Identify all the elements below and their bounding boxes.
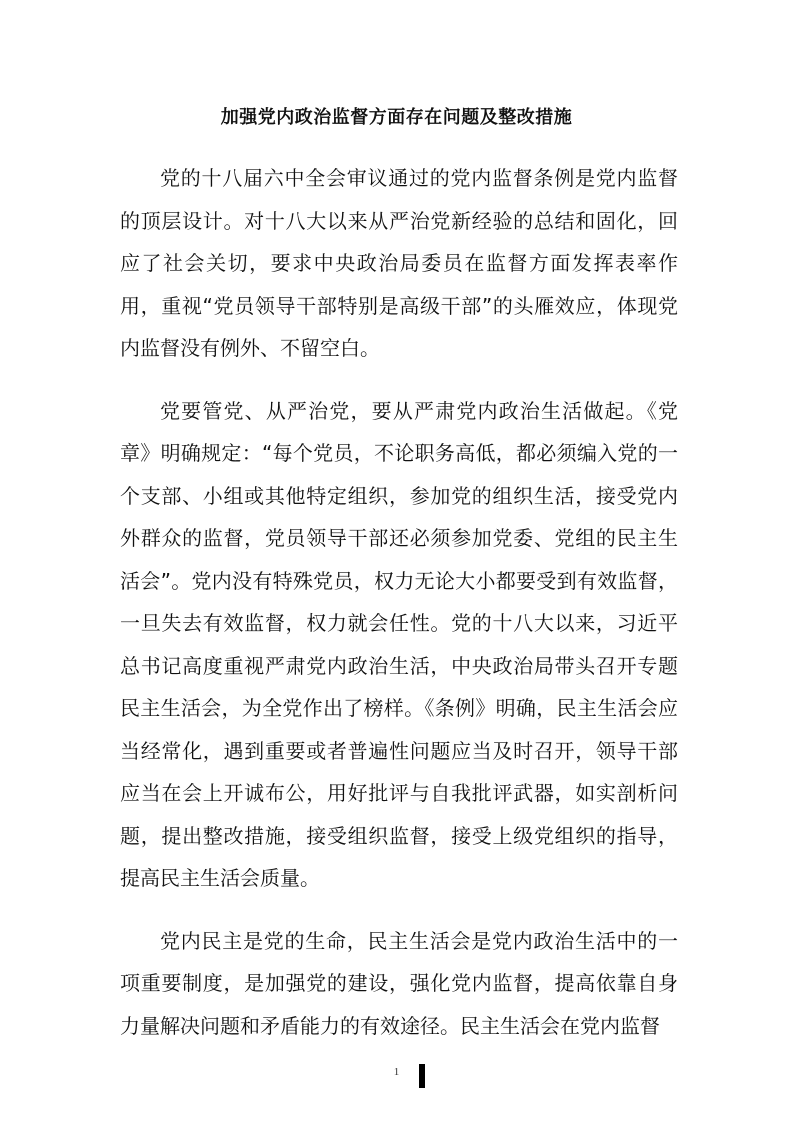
document-body (120, 157, 678, 1067)
paragraph-2: 党要管党、从严治党，要从严肃党内政治生活做起。《党章》明确规定：“每个党员，不论职务高低，都必须编入党的一个支部、小组或其他特定组织，参加党的组织生活，接受党内外群众的监督，党员领导干部还必须参加党委、党组的民主生活会”。党内没有特殊党员，权力无论大小都要受到有效监督，一旦失去有效监督，权力就会任性。党的十八大以来，习近平总书记高度重视严肃党内政治生活，中央政治局带头召开专题民主生活会，为全党作出了榜样。《条例》明确，民主生活会应当经常化，遇到重要或者普遍性问题应当及时召开，领导干部应当在会上开诚布公，用好批评与自我批评武器，如实剖析问题，提出整改措施，接受组织监督，接受上级党组织的指导，提高民主生活会质量。 (120, 398, 678, 890)
text-cursor-marker (419, 1064, 425, 1088)
paragraph-3: 党内民主是党的生命，民主生活会是党内政治生活中的一项重要制度，是加强党的建设，强化党内监督，提高依靠自身力量解决问题和矛盾能力的有效途径。民主生活会在党内监督 (120, 928, 678, 1038)
document-title: 加强党内政治监督方面存在问题及整改措施 (220, 107, 573, 128)
page-number: 1 (393, 1066, 400, 1078)
paragraph-1: 党的十八届六中全会审议通过的党内监督条例是党内监督的顶层设计。对十八大以来从严治党新经验的总结和固化，回应了社会关切，要求中央政治局委员在监督方面发挥表率作用，重视“党员领导干部特别是高级干部”的头雁效应，体现党内监督没有例外、不留空白。 (120, 166, 678, 360)
